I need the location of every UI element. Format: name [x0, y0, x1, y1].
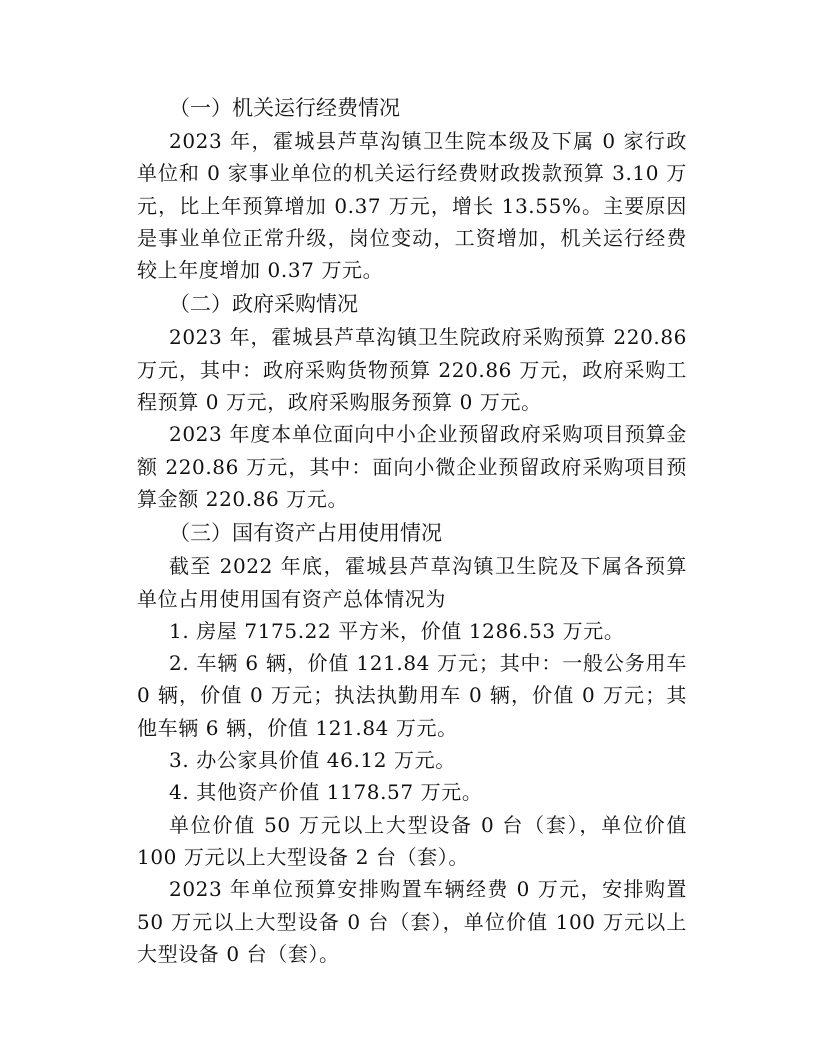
paragraph-assets-vehicles: 2. 车辆 6 辆，价值 121.84 万元；其中：一般公务用车 0 辆，价值 0 万元；执法执勤用车 0 辆，价值 0 万元；其他车辆 6 辆，价值 121.84 万元。: [137, 651, 687, 740]
paragraph-assets-other: 4. 其他资产价值 1178.57 万元。: [169, 780, 483, 805]
paragraph-assets-intro: 截至 2022 年底，霍城县芦草沟镇卫生院及下属各预算单位占用使用国有资产总体情况为: [137, 554, 687, 611]
section-heading-state-assets: （三）国有资产占用使用情况: [169, 521, 442, 546]
paragraph-assets-furniture: 3. 办公家具价值 46.12 万元。: [169, 748, 456, 773]
paragraph-assets-housing: 1. 房屋 7175.22 平方米，价值 1286.53 万元。: [169, 618, 625, 643]
section-heading-procurement: （二）政府采购情况: [169, 292, 358, 317]
document-page: [137, 92, 687, 970]
section-heading-operating-expenses: （一）机关运行经费情况: [169, 96, 400, 120]
paragraph-assets-purchase-plan: 2023 年单位预算安排购置车辆经费 0 万元，安排购置 50 万元以上大型设备 0 台（套），单位价值 100 万元以上大型设备 0 台（套）。: [137, 877, 687, 966]
paragraph-procurement-budget: 2023 年，霍城县芦草沟镇卫生院政府采购预算 220.86 万元，其中：政府采购货物预算 220.86 万元，政府采购工程预算 0 万元，政府采购服务预算 0 万元。: [137, 325, 687, 415]
paragraph-assets-equipment: 单位价值 50 万元以上大型设备 0 台（套），单位价值 100 万元以上大型设备 2 台（套）。: [137, 812, 687, 869]
paragraph-operating-expenses: 2023 年，霍城县芦草沟镇卫生院本级及下属 0 家行政单位和 0 家事业单位的机关运行经费财政拨款预算 3.10 万元，比上年预算增加 0.37 万元，增长 13.55%。主要原因是事业单位正常升级，岗位变动，工资增加，机关运行经费较上年度增加 0.37 万元。: [137, 129, 687, 283]
paragraph-procurement-sme: 2023 年度本单位面向中小企业预留政府采购项目预算金额 220.86 万元，其中：面向小微企业预留政府采购项目预算金额 220.86 万元。: [137, 422, 687, 511]
